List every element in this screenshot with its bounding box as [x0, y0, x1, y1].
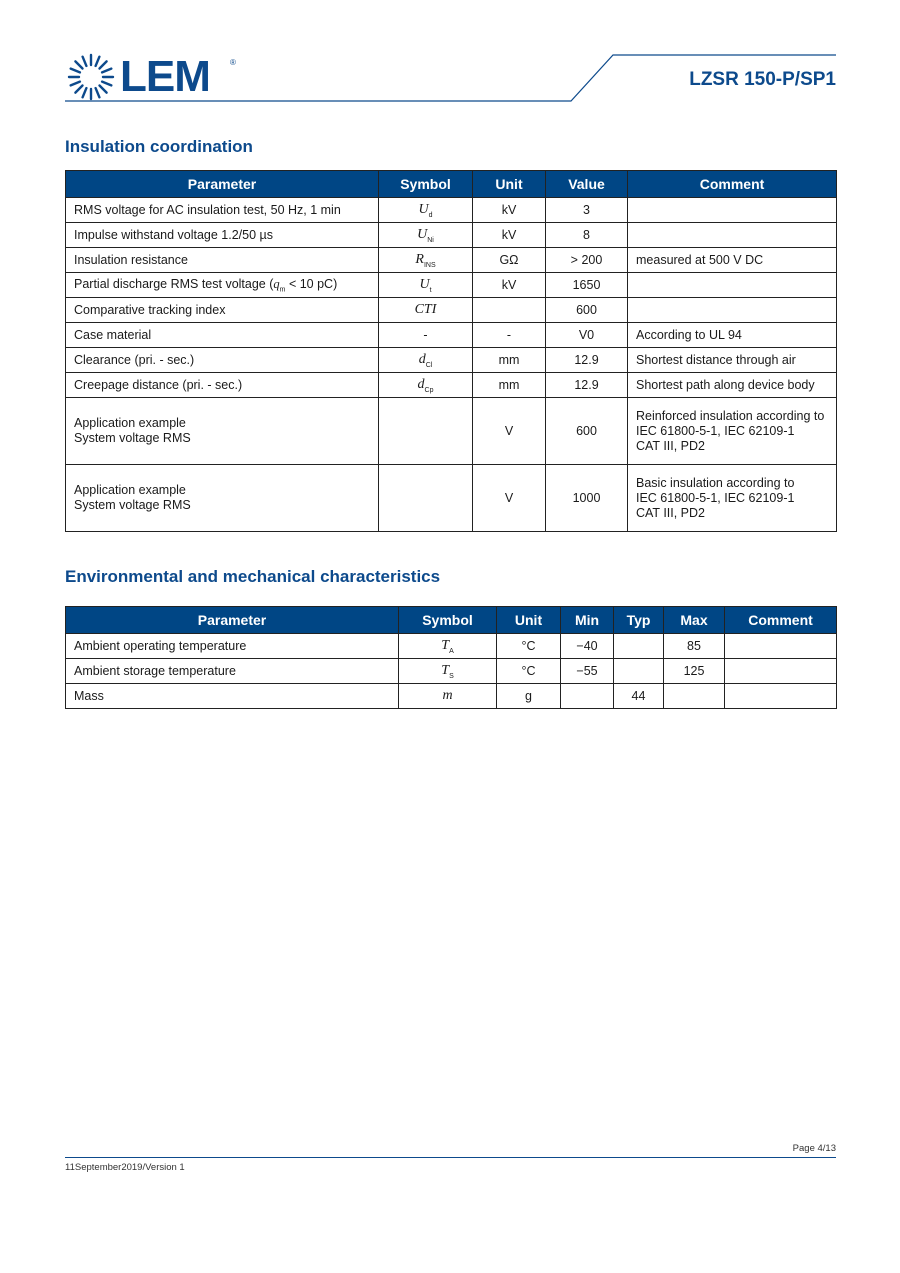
column-header: Typ [614, 607, 664, 634]
table-row [66, 373, 837, 398]
symbol-cell: $T_S$ [399, 659, 497, 684]
symbol-cell: CTI [379, 298, 473, 323]
value-cell: 1650 [546, 273, 628, 298]
symbol-cell: - [379, 323, 473, 348]
min-cell: −55 [561, 659, 614, 684]
unit-cell: mm [473, 373, 546, 398]
page-number: Page 4/13 [792, 1143, 836, 1154]
parameter-cell: Creepage distance (pri. - sec.) [66, 373, 379, 398]
parameter-cell: Application example System voltage RMS [66, 465, 379, 532]
environmental-table [65, 606, 837, 709]
parameter-cell: Mass [66, 684, 399, 709]
value-cell: 12.9 [546, 373, 628, 398]
typ-cell [614, 659, 664, 684]
table-row [66, 659, 837, 684]
comment-cell: Basic insulation according to IEC 61800-5-1, IEC 62109-1 CAT III, PD2 [628, 465, 837, 532]
min-cell: −40 [561, 634, 614, 659]
max-cell: 85 [664, 634, 725, 659]
unit-cell: kV [473, 223, 546, 248]
value-cell: 12.9 [546, 348, 628, 373]
registered-mark: ® [230, 58, 236, 67]
parameter-cell: Impulse withstand voltage 1.2/50 µs [66, 223, 379, 248]
version-label: 11September2019/Version 1 [65, 1162, 185, 1173]
parameter-cell: Insulation resistance [66, 248, 379, 273]
comment-cell [628, 198, 837, 223]
table-row [66, 465, 837, 532]
comment-cell [725, 684, 837, 709]
value-cell: 600 [546, 398, 628, 465]
parameter-cell: Clearance (pri. - sec.) [66, 348, 379, 373]
unit-cell: - [473, 323, 546, 348]
comment-cell: Reinforced insulation according to IEC 61800-5-1, IEC 62109-1 CAT III, PD2 [628, 398, 837, 465]
column-header: Min [561, 607, 614, 634]
column-header: Unit [497, 607, 561, 634]
typ-cell: 44 [614, 684, 664, 709]
comment-cell: Shortest distance through air [628, 348, 837, 373]
parameter-cell: Ambient operating temperature [66, 634, 399, 659]
table-header-row [66, 607, 837, 634]
symbol-cell: $d_{Cl}$ [379, 348, 473, 373]
table-row [66, 398, 837, 465]
min-cell [561, 684, 614, 709]
comment-cell [628, 223, 837, 248]
unit-cell: kV [473, 273, 546, 298]
insulation-table [65, 170, 837, 532]
sunburst-icon [66, 52, 116, 102]
comment-cell: According to UL 94 [628, 323, 837, 348]
table-row [66, 273, 837, 298]
column-header: Symbol [379, 171, 473, 198]
value-cell: V0 [546, 323, 628, 348]
typ-cell [614, 634, 664, 659]
comment-cell [725, 659, 837, 684]
logo-wordmark: LEM [120, 52, 210, 101]
symbol-cell [379, 398, 473, 465]
environmental-section-title: Environmental and mechanical characteristics [65, 567, 441, 586]
table-row [66, 684, 837, 709]
column-header: Parameter [66, 171, 379, 198]
unit-cell [473, 298, 546, 323]
parameter-cell: Case material [66, 323, 379, 348]
lem-logo [66, 52, 241, 104]
comment-cell [628, 298, 837, 323]
insulation-section-title: Insulation coordination [65, 137, 253, 156]
footer-rule [65, 1157, 836, 1158]
parameter-cell: Partial discharge RMS test voltage ($q_m < 10$ pC) [66, 273, 379, 298]
comment-cell: measured at 500 V DC [628, 248, 837, 273]
table-row [66, 298, 837, 323]
column-header: Parameter [66, 607, 399, 634]
parameter-cell: Comparative tracking index [66, 298, 379, 323]
max-cell [664, 684, 725, 709]
column-header: Unit [473, 171, 546, 198]
column-header: Value [546, 171, 628, 198]
page-header [0, 0, 900, 110]
value-cell: 600 [546, 298, 628, 323]
value-cell: 8 [546, 223, 628, 248]
column-header: Max [664, 607, 725, 634]
table-row [66, 348, 837, 373]
max-cell: 125 [664, 659, 725, 684]
symbol-cell: $U_t$ [379, 273, 473, 298]
symbol-cell: $U_d$ [379, 198, 473, 223]
product-title: LZSR 150-P/SP1 [689, 69, 836, 90]
unit-cell: °C [497, 659, 561, 684]
table-row [66, 248, 837, 273]
symbol-cell: $d_{Cp}$ [379, 373, 473, 398]
unit-cell: °C [497, 634, 561, 659]
table-row [66, 223, 837, 248]
symbol-cell: m [399, 684, 497, 709]
value-cell: > 200 [546, 248, 628, 273]
column-header: Comment [725, 607, 837, 634]
parameter-cell: RMS voltage for AC insulation test, 50 Hz, 1 min [66, 198, 379, 223]
unit-cell: kV [473, 198, 546, 223]
table-header-row [66, 171, 837, 198]
parameter-cell: Ambient storage temperature [66, 659, 399, 684]
unit-cell: V [473, 465, 546, 532]
symbol-cell: $T_A$ [399, 634, 497, 659]
symbol-cell [379, 465, 473, 532]
unit-cell: GΩ [473, 248, 546, 273]
parameter-cell: Application example System voltage RMS [66, 398, 379, 465]
unit-cell: V [473, 398, 546, 465]
value-cell: 1000 [546, 465, 628, 532]
comment-cell [628, 273, 837, 298]
comment-cell [725, 634, 837, 659]
table-row [66, 634, 837, 659]
table-row [66, 198, 837, 223]
comment-cell: Shortest path along device body [628, 373, 837, 398]
symbol-cell: $R_{INS}$ [379, 248, 473, 273]
table-row [66, 323, 837, 348]
column-header: Symbol [399, 607, 497, 634]
symbol-cell: $U_{Ni}$ [379, 223, 473, 248]
unit-cell: g [497, 684, 561, 709]
column-header: Comment [628, 171, 837, 198]
value-cell: 3 [546, 198, 628, 223]
unit-cell: mm [473, 348, 546, 373]
